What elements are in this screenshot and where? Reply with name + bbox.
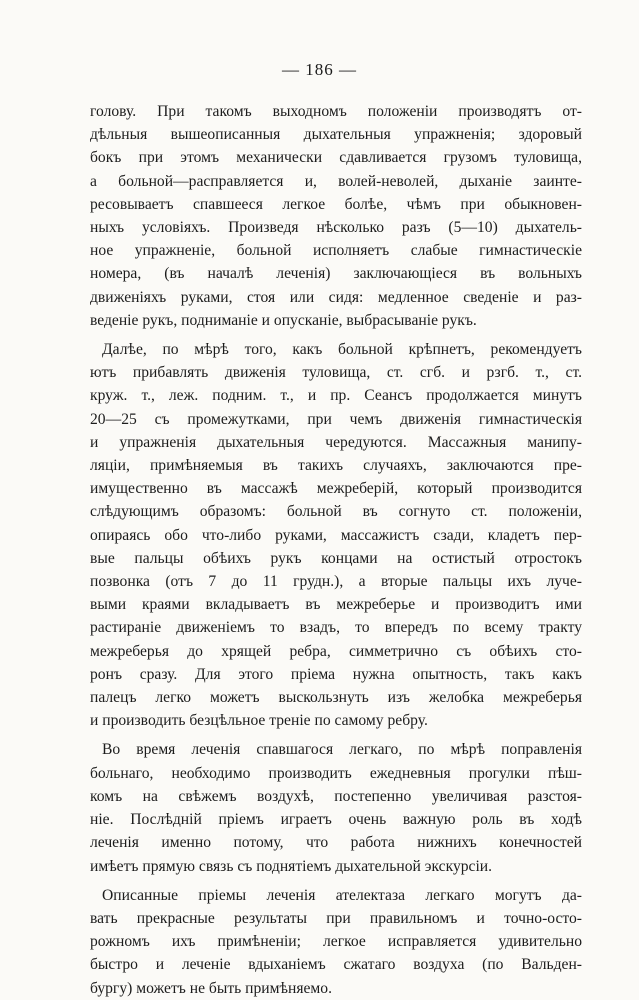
text-line: вые пальцы обѣихъ рукъ концами на остистый отростокъ <box>90 549 582 567</box>
body-text <box>90 100 582 1000</box>
text-line: ютъ прибавлять движенiя туловища, ст. сгб. и рзгб. т., ст. <box>90 364 582 382</box>
text-line: Во время леченiя спавшагося легкаго, по мѣрѣ поправленiя <box>102 741 582 759</box>
text-line: ное упражненiе, больной исполняетъ слабые гимнастическiе <box>90 242 582 260</box>
text-line: больнаго, необходимо производить ежедневныя прогулки пѣш- <box>90 764 582 782</box>
text-line: слѣдующимъ образомъ: больной въ согнуто ст. положенiи, <box>90 503 582 521</box>
text-line: Описанные прiемы леченiя ателектаза легкаго могутъ да- <box>102 886 582 904</box>
text-line: опираясь обо что-либо руками, массажистъ сзади, кладетъ пер- <box>90 526 582 544</box>
text-line: комъ на свѣжемъ воздухѣ, постепенно увеличивая разстоя- <box>90 787 582 805</box>
text-line: веденiе рукъ, подниманiе и опусканiе, выбрасыванiе рукъ. <box>90 311 477 329</box>
text-line: растиранiе движенiемъ то взадъ, то впередъ по всему тракту <box>90 619 582 637</box>
text-line: голову. При такомъ выходномъ положенiи производятъ от- <box>90 103 582 120</box>
page-number: — 186 — <box>282 60 357 79</box>
text-line: имущественно въ массажѣ межреберiй, который производится <box>90 480 582 498</box>
text-line: ронъ сразу. Для этого прiема нужна опытность, такъ какъ <box>90 665 582 683</box>
text-line: и производить безцѣльное тренiе по самому ребру. <box>90 712 428 730</box>
text-line: имѣетъ прямую связь съ поднятiемъ дыхательной экскурсiи. <box>90 857 493 875</box>
text-line: быстро и леченiе вдыханiемъ сжатаго воздуха (по Вальден- <box>90 956 582 974</box>
text-line: дѣльныя вышеописанныя дыхательныя упражненiя; здоровый <box>90 126 582 144</box>
text-line: рожномъ ихъ примѣненiи; легкое исправляется удивительно <box>90 933 582 951</box>
text-line: нiе. Послѣднiй прiемъ играетъ очень важную роль въ ходѣ <box>90 811 582 829</box>
text-line: вать прекрасные результаты при правильномъ и точно-осто- <box>90 909 582 927</box>
text-line: бокъ при этомъ механически сдавливается грузомъ туловища, <box>90 149 582 167</box>
text-line: леченiя именно потому, что работа нижнихъ конечностей <box>90 834 582 852</box>
text-line: круж. т., леж. подним. т., и пр. Сеансъ продолжается минутъ <box>90 387 582 405</box>
text-line: движенiяхъ руками, стоя или сидя: медленное сведенiе и раз- <box>90 288 582 306</box>
text-line: ныхъ условiяхъ. Произведя нѣсколько разъ (5—10) дыхатель- <box>90 219 582 237</box>
text-line: палецъ легко можетъ выскользнуть изъ желобка межреберья <box>90 689 582 707</box>
text-line: межреберья до хрящей ребра, симметрично съ обѣихъ сто- <box>90 642 582 660</box>
text-line: 20—25 съ промежутками, при чемъ движенiя гимнастическiя <box>90 410 582 428</box>
text-line: Далѣе, по мѣрѣ того, какъ больной крѣпнетъ, рекомендуетъ <box>102 341 582 359</box>
text-line: а больной—расправляется и, волей-неволей, дыханiе заинте- <box>90 172 582 190</box>
text-line: ресовываетъ спавшееся легкое болѣе, чѣмъ при обыкновен- <box>90 195 582 213</box>
text-line: выми краями вкладываетъ въ межреберье и производитъ ими <box>90 596 582 614</box>
text-line: номера, (въ началѣ леченiя) заключающiеся въ вольныхъ <box>90 265 582 283</box>
text-line: и упражненiя дыхательныя чередуются. Массажныя манипу- <box>90 433 582 451</box>
text-line: бургу) можетъ не быть примѣняемо. <box>90 979 332 997</box>
text-line: позвонка (отъ 7 до 11 грудн.), а вторые пальцы ихъ луче- <box>90 573 582 591</box>
text-line: ляцiи, примѣняемыя въ такихъ случаяхъ, заключаются пре- <box>90 457 582 475</box>
